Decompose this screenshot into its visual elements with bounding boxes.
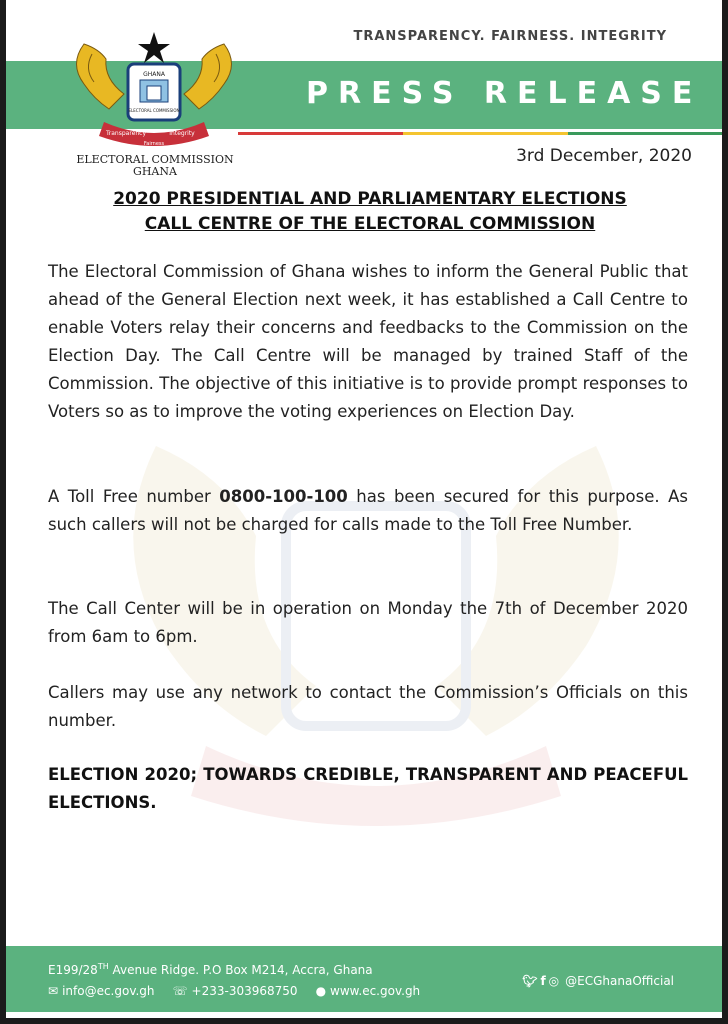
closing-slogan: ELECTION 2020; TOWARDS CREDIBLE, TRANSPARENT AND PEACEFUL ELECTIONS. bbox=[48, 765, 688, 812]
logo-caption-line2: GHANA bbox=[133, 165, 177, 178]
tagline: TRANSPARENCY. FAIRNESS. INTEGRITY bbox=[353, 29, 667, 44]
social-handle: @ECGhanaOfficial bbox=[565, 974, 674, 988]
headline-line2: CALL CENTRE OF THE ELECTORAL COMMISSION bbox=[144, 214, 596, 234]
toll-free-number: 0800-100-100 bbox=[219, 487, 348, 506]
shield-label: GHANA bbox=[143, 71, 165, 78]
envelope-icon: ✉ bbox=[48, 984, 59, 998]
globe-icon: ● bbox=[315, 984, 327, 998]
press-release-document bbox=[6, 6, 722, 1018]
shield-ring-text: ELECTORAL COMMISSION bbox=[128, 108, 180, 113]
headline bbox=[6, 187, 722, 237]
page-edge-right bbox=[722, 0, 728, 1024]
footer bbox=[6, 946, 722, 1012]
twitter-icon: 🐦︎ bbox=[522, 974, 538, 988]
ec-logo bbox=[64, 24, 244, 154]
paragraph-networks: Callers may use any network to contact the Commission’s Officials on this number. bbox=[48, 683, 688, 730]
yellow-stripe bbox=[403, 132, 568, 135]
paragraph-toll-free bbox=[48, 483, 688, 539]
footer-address: E199/28TH Avenue Ridge. P.O Box M214, Accra, Ghana bbox=[48, 962, 373, 977]
black-star bbox=[138, 32, 170, 63]
logo-caption-line1: ELECTORAL COMMISSION bbox=[76, 153, 234, 166]
headline-line1: 2020 PRESIDENTIAL AND PARLIAMENTARY ELECTIONS bbox=[113, 189, 627, 209]
footer-website[interactable]: ● www.ec.gov.gh bbox=[315, 984, 421, 998]
instagram-icon: ◎ bbox=[548, 974, 560, 988]
phone-icon: ☏ bbox=[172, 984, 188, 998]
page-edge-bottom bbox=[0, 1018, 728, 1024]
ribbon-bottom-text: Fairness bbox=[143, 141, 165, 147]
release-date: 3rd December, 2020 bbox=[516, 146, 692, 166]
facebook-icon: f bbox=[540, 974, 546, 988]
right-eagle bbox=[184, 44, 232, 109]
red-stripe bbox=[238, 132, 403, 135]
green-stripe bbox=[568, 132, 722, 135]
footer-social[interactable] bbox=[522, 974, 674, 988]
paragraph-intro: The Electoral Commission of Ghana wishes to inform the General Public that ahead of the General Election next week, it has established a Call Centre to enable Voters relay their concerns and feedbacks to the Commission on the Election Day. The Call Centre will be managed by trained Staff of the Commission. The objective of this initiative is to provide prompt responses to Voters so as to improve the voting experiences on Election Day. bbox=[48, 262, 688, 421]
toll-free-text-after: has been secured for this purpose. As such callers will not be charged for calls made to the Toll Free Number. bbox=[48, 487, 688, 534]
ribbon-left-text: Transparency bbox=[105, 130, 147, 137]
left-eagle bbox=[77, 44, 125, 109]
footer-email[interactable]: ✉ info@ec.gov.gh bbox=[48, 984, 155, 998]
footer-contacts bbox=[48, 984, 420, 998]
paragraph-operation-hours: The Call Center will be in operation on Monday the 7th of December 2020 from 6am to 6pm. bbox=[48, 599, 688, 646]
logo-caption bbox=[64, 154, 246, 178]
ribbon-right-text: Integrity bbox=[169, 130, 195, 137]
toll-free-text-before: A Toll Free number bbox=[48, 487, 220, 506]
footer-phone[interactable]: ☏ +233-303968750 bbox=[172, 984, 298, 998]
page-title: PRESS RELEASE bbox=[306, 76, 703, 111]
